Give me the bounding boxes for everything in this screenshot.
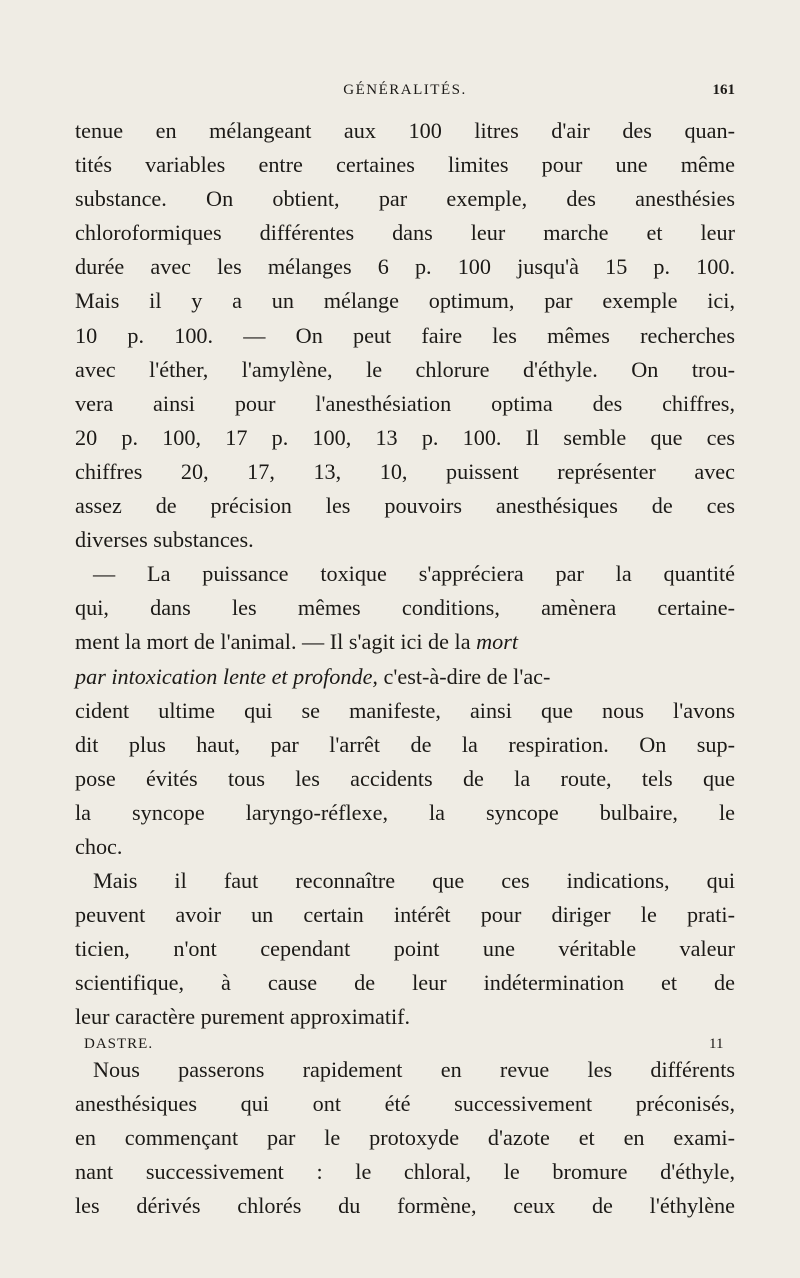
text-line: 20 p. 100, 17 p. 100, 13 p. 100. Il semble que ces (75, 424, 735, 450)
text-line: chiffres 20, 17, 13, 10, puissent représenter avec (75, 458, 735, 484)
text-line: scientifique, à cause de leur indétermination et de (75, 970, 735, 996)
text-line: pose évités tous les accidents de la route, tels que (75, 765, 735, 791)
text-line: chloroformiques différentes dans leur marche et leur (75, 220, 735, 246)
text-line: leur caractère purement approximatif. (75, 1004, 411, 1030)
text-line: en commençant par le protoxyde d'azote et en exami- (75, 1124, 735, 1150)
text-line: Mais il y a un mélange optimum, par exemple ici, (75, 288, 735, 314)
page-number: 161 (712, 82, 735, 98)
sheet-number: 11 (709, 1036, 724, 1052)
text-line: la syncope laryngo-réflexe, la syncope bulbaire, le (75, 799, 735, 825)
text-line: ticien, n'ont cependant point une véritable valeur (75, 936, 735, 962)
italic-fragment: par intoxication lente et profonde, (75, 663, 378, 689)
page-header (75, 82, 735, 106)
text-line: peuvent avoir un certain intérêt pour diriger le prati- (75, 902, 735, 928)
italic-fragment: mort (476, 629, 519, 655)
text-line: dit plus haut, par l'arrêt de la respiration. On sup- (75, 731, 735, 757)
text-line (75, 625, 735, 659)
text-line: les dérivés chlorés du formène, ceux de l'éthylène (75, 1192, 735, 1218)
running-head: GÉNÉRALITÉS. (343, 82, 467, 98)
text-line: tenue en mélangeant aux 100 litres d'air des quan- (75, 118, 735, 143)
text-line: tités variables entre certaines limites pour une même (75, 152, 735, 178)
text-line: cident ultime qui se manifeste, ainsi que nous l'avons (75, 697, 735, 723)
text-line: choc. (75, 833, 123, 859)
text-line: nant successivement : le chloral, le bromure d'éthyle, (75, 1158, 735, 1184)
text-line: Nous passerons rapidement en revue les différents (93, 1056, 735, 1082)
text-line: qui, dans les mêmes conditions, amènera certaine- (75, 595, 735, 621)
text-line: durée avec les mélanges 6 p. 100 jusqu'à 15 p. 100. (75, 254, 735, 280)
text-line: vera ainsi pour l'anesthésiation optima des chiffres, (75, 390, 735, 416)
text-line: substance. On obtient, par exemple, des anesthésies (75, 186, 735, 212)
text-line: 10 p. 100. — On peut faire les mêmes recherches (75, 322, 735, 348)
text-line: diverses substances. (75, 527, 254, 553)
text-line: avec l'éther, l'amylène, le chlorure d'éthyle. On trou- (75, 356, 735, 382)
text-line: Mais il faut reconnaître que ces indications, qui (93, 868, 735, 894)
text-line: assez de précision les pouvoirs anesthésiques de ces (75, 493, 735, 519)
text-line: — La puissance toxique s'appréciera par la quantité (93, 561, 735, 587)
text-line: anesthésiques qui ont été successivement préconisés, (75, 1090, 735, 1116)
text-fragment: c'est-à-dire de l'ac- (383, 663, 551, 689)
printer-signature: DASTRE. (84, 1036, 154, 1052)
text-line (75, 660, 735, 694)
text-fragment: ment la mort de l'animal. — Il s'agit ici de la (75, 629, 471, 655)
page-footer (75, 1036, 735, 1060)
